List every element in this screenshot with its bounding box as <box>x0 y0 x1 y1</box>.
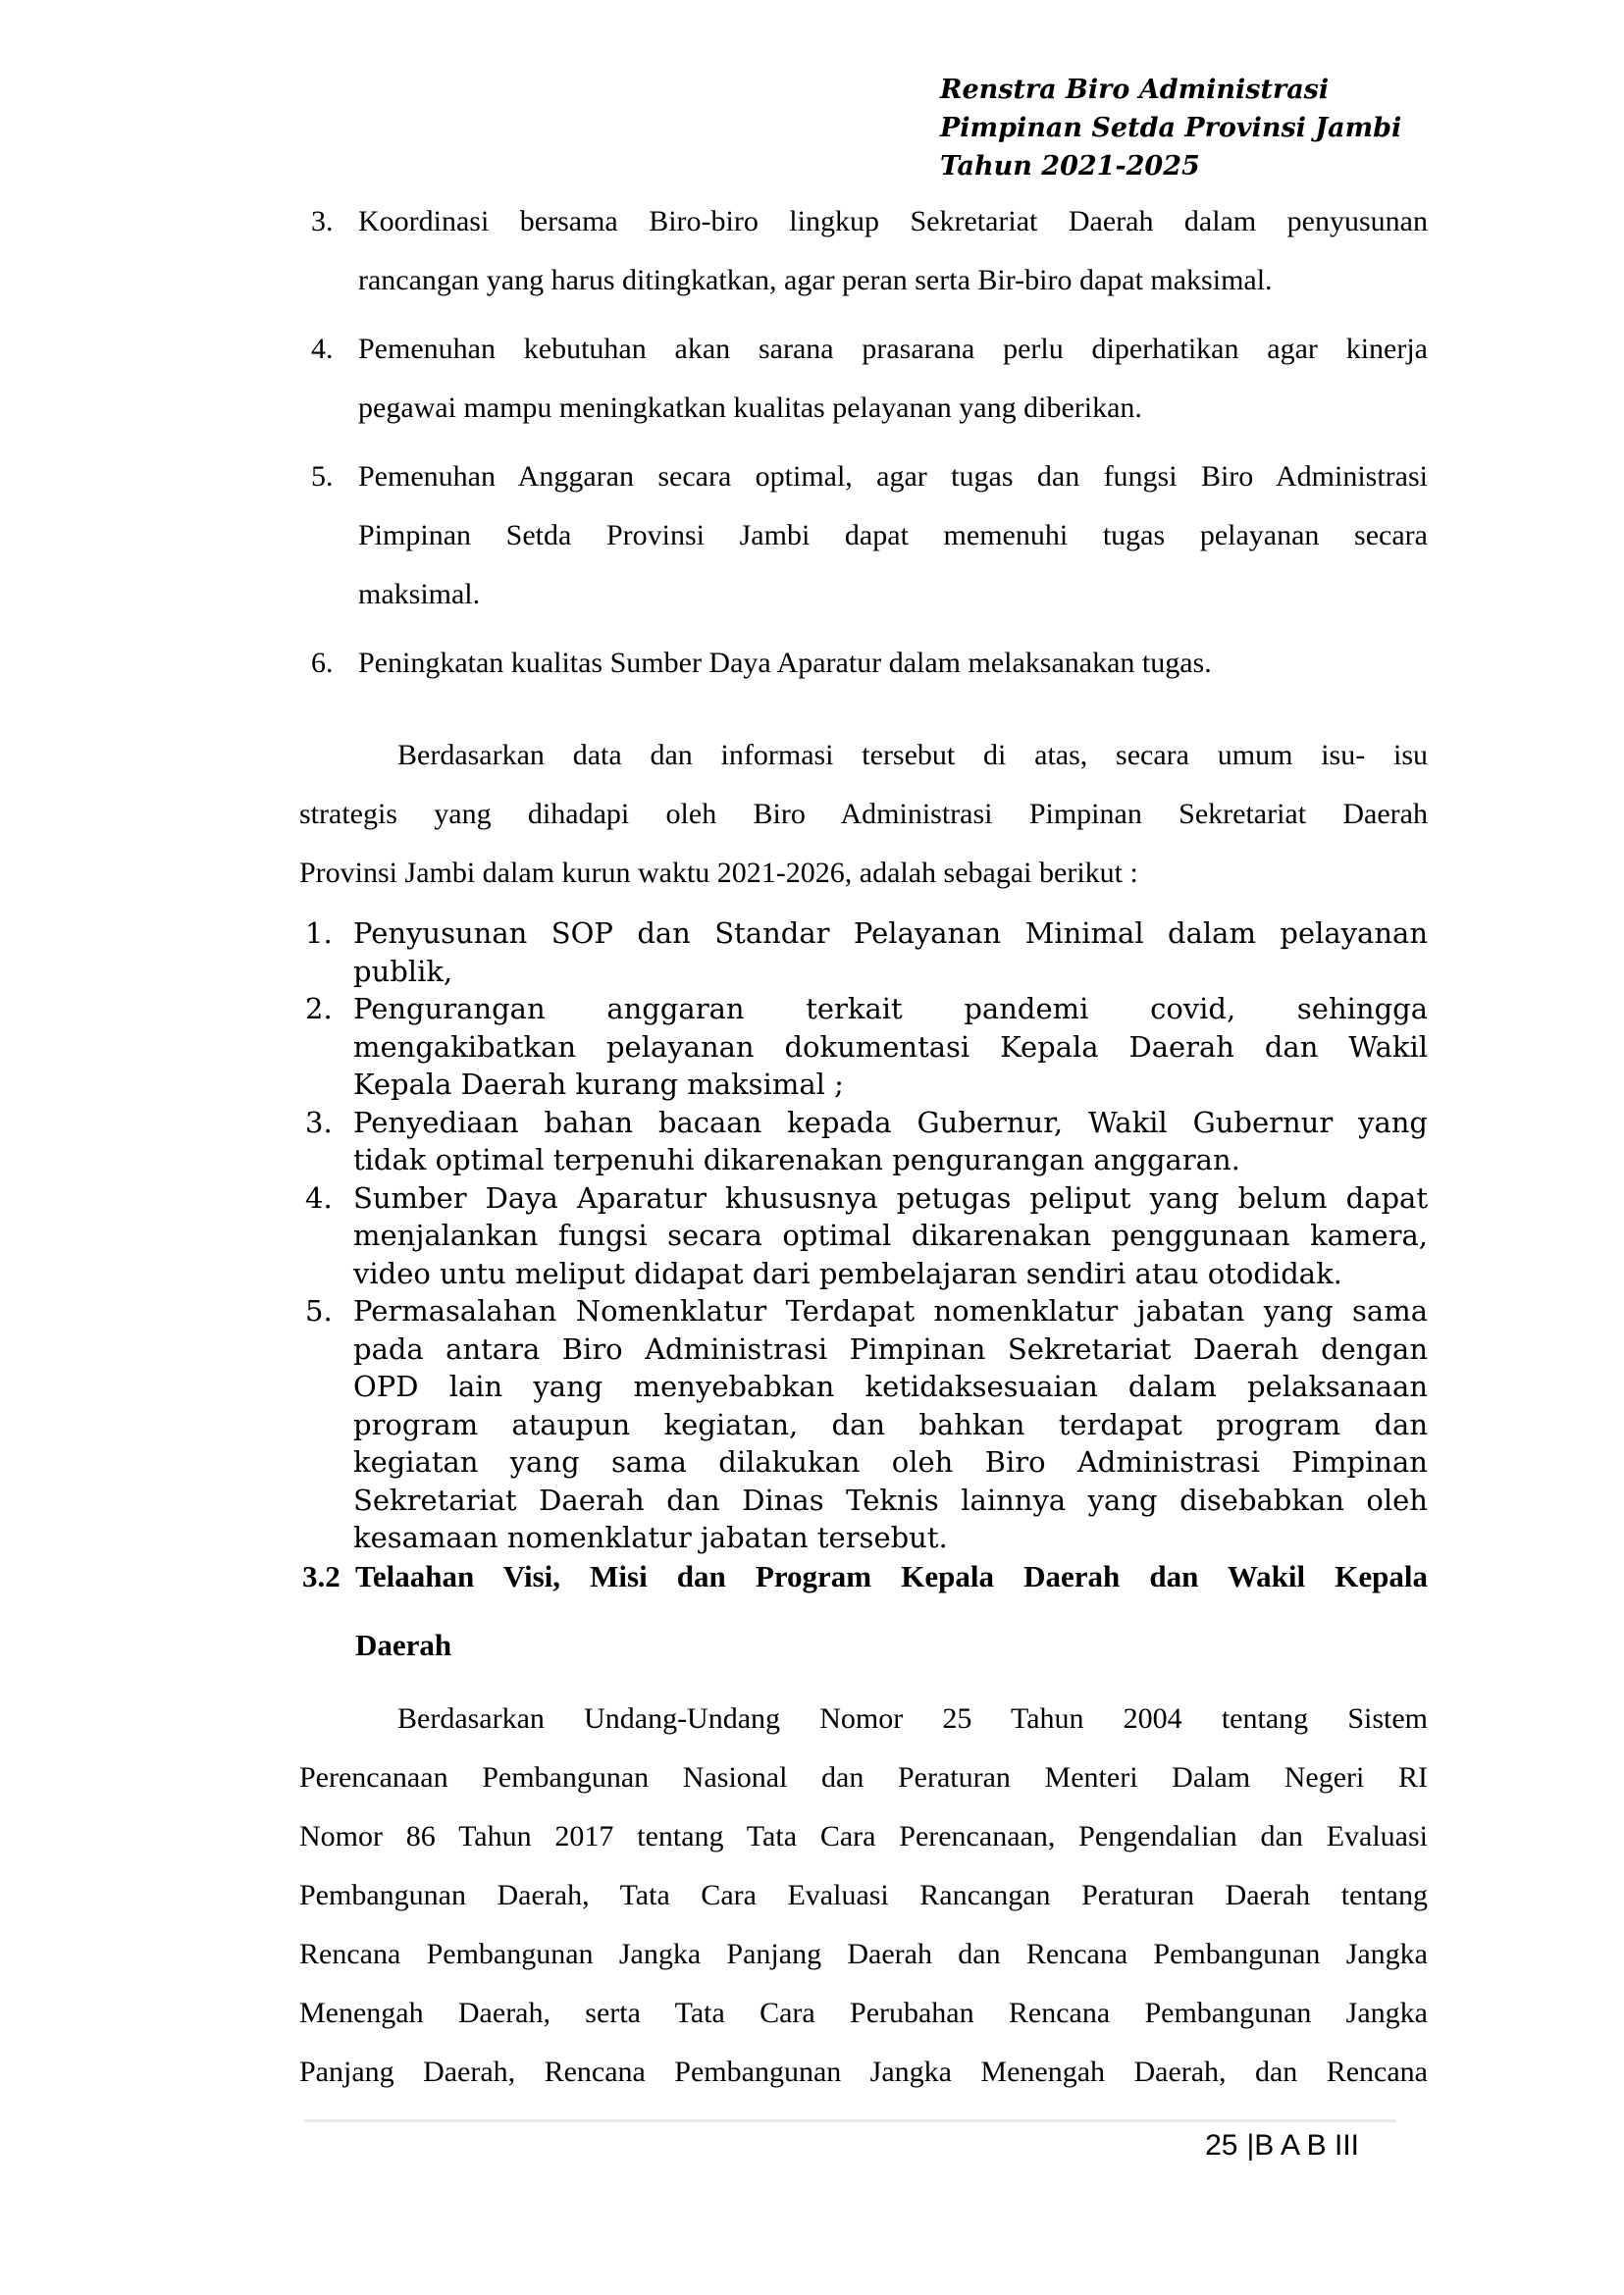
list-item-text <box>353 1179 1428 1293</box>
text-line: publik, <box>353 954 453 988</box>
text-line: Panjang Daerah, Rencana Pembangunan Jangka Menengah Daerah, dan Rencana <box>299 2056 1428 2088</box>
section-heading <box>299 1542 1428 1680</box>
list-item-number: 3. <box>311 205 334 237</box>
text-line: strategis yang dihadapi oleh Biro Administrasi Pimpinan Sekretariat Daerah <box>299 798 1428 830</box>
list-item <box>299 914 1428 990</box>
text-line: Provinsi Jambi dalam kurun waktu 2021-2026, adalah sebagai berikut : <box>299 857 1138 889</box>
list-item-number: 5. <box>311 460 334 493</box>
recommendations-list <box>299 192 1428 703</box>
text-line: menjalankan fungsi secara optimal dikarenakan penggunaan kamera, <box>353 1219 1428 1252</box>
text-line: Perencanaan Pembangunan Nasional dan Peraturan Menteri Dalam Negeri RI <box>299 1761 1428 1794</box>
list-item-text <box>358 192 1428 310</box>
text-line: pada antara Biro Administrasi Pimpinan Sekretariat Daerah dengan <box>353 1331 1428 1366</box>
list-item-number: 3. <box>305 1105 333 1139</box>
list-item-text <box>358 447 1428 624</box>
list-item <box>299 1179 1428 1293</box>
text-line: Sumber Daya Aparatur khususnya petugas peliput yang belum dapat <box>353 1180 1428 1215</box>
text-line: Daerah <box>355 1628 452 1662</box>
list-item-text <box>353 1104 1428 1179</box>
text-line: Nomor 86 Tahun 2017 tentang Tata Cara Perencanaan, Pengendalian dan Evaluasi <box>299 1820 1428 1852</box>
list-item-text <box>358 320 1428 438</box>
list-item-number: 2. <box>305 992 333 1025</box>
body-paragraph <box>299 1690 1428 2102</box>
text-line: Berdasarkan Undang-Undang Nomor 25 Tahun 2004 tentang Sistem <box>397 1702 1428 1735</box>
text-line: Penyediaan bahan bacaan kepada Gubernur, Wakil Gubernur yang <box>353 1105 1428 1139</box>
text-line: Telaahan Visi, Misi dan Program Kepala Daerah dan Wakil Kepala <box>355 1559 1428 1593</box>
text-line: Menengah Daerah, serta Tata Cara Perubahan Rencana Pembangunan Jangka <box>299 1997 1428 2029</box>
list-item <box>299 634 1428 693</box>
list-item-text <box>353 914 1428 990</box>
text-line: Pengurangan anggaran terkait pandemi covid, sehingga <box>353 992 1428 1025</box>
list-item <box>299 990 1428 1104</box>
text-line: Penyusunan SOP dan Standar Pelayanan Minimal dalam pelayanan <box>353 916 1428 950</box>
page-number: 25 <box>1205 2129 1238 2162</box>
list-item-number: 1. <box>305 916 333 950</box>
strategic-issues-list <box>299 914 1428 1557</box>
text-line: pegawai mampu meningkatkan kualitas pelayanan yang diberikan. <box>358 391 1142 424</box>
text-line: Permasalahan Nomenklatur Terdapat nomenklatur jabatan yang sama <box>353 1294 1428 1328</box>
text-line: OPD lain yang menyebabkan ketidaksesuaian dalam pelaksanaan <box>353 1370 1428 1403</box>
text-line: Sekretariat Daerah dan Dinas Teknis lainnya yang disebabkan oleh <box>353 1483 1428 1517</box>
footer-divider <box>304 2119 1396 2122</box>
header-line: Pimpinan Setda Provinsi Jambi <box>940 113 1402 143</box>
list-item <box>299 1292 1428 1557</box>
document-header <box>940 71 1401 185</box>
text-line: Pemenuhan Anggaran secara optimal, agar tugas dan fungsi Biro Administrasi <box>358 460 1428 493</box>
list-item-number: 5. <box>305 1294 333 1328</box>
text-line: Koordinasi bersama Biro-biro lingkup Sekretariat Daerah dalam penyusunan <box>358 205 1428 237</box>
text-line: video untu meliput didapat dari pembelajaran sendiri atau otodidak. <box>353 1256 1342 1290</box>
page-footer <box>299 2125 1428 2166</box>
text-line: kegiatan yang sama dilakukan oleh Biro Administrasi Pimpinan <box>353 1445 1428 1479</box>
text-line: Pimpinan Setda Provinsi Jambi dapat memenuhi tugas pelayanan secara <box>358 519 1428 551</box>
list-item-text <box>353 990 1428 1104</box>
text-line: Rencana Pembangunan Jangka Panjang Daerah dan Rencana Pembangunan Jangka <box>299 1938 1428 1970</box>
list-item <box>299 1104 1428 1179</box>
text-line: tidak optimal terpenuhi dikarenakan pengurangan anggaran. <box>353 1143 1240 1176</box>
list-item-number: 4. <box>305 1180 333 1215</box>
text-line: Kepala Daerah kurang maksimal ; <box>353 1068 844 1101</box>
text-line: Berdasarkan data dan informasi tersebut di atas, secara umum isu- isu <box>397 739 1428 771</box>
text-line: maksimal. <box>358 578 481 610</box>
list-item-number: 6. <box>311 647 334 679</box>
text-line: program ataupun kegiatan, dan bahkan terdapat program dan <box>353 1407 1428 1441</box>
text-line: Pemenuhan kebutuhan akan sarana prasarana perlu diperhatikan agar kinerja <box>358 333 1428 365</box>
list-item <box>299 447 1428 624</box>
list-item-text <box>353 1292 1428 1557</box>
header-line: Tahun 2021-2025 <box>940 151 1200 182</box>
text-line: rancangan yang harus ditingkatkan, agar peran serta Bir-biro dapat maksimal. <box>358 264 1273 296</box>
text-line: mengakibatkan pelayanan dokumentasi Kepala Daerah dan Wakil <box>353 1029 1428 1064</box>
list-item-number: 4. <box>311 333 334 365</box>
section-heading-number: 3.2 <box>302 1559 341 1593</box>
text-line: Pembangunan Daerah, Tata Cara Evaluasi Rancangan Peraturan Daerah tentang <box>299 1879 1428 1911</box>
header-line: Renstra Biro Administrasi <box>940 75 1330 105</box>
section-heading-text <box>355 1542 1428 1680</box>
text-line: kesamaan nomenklatur jabatan tersebut. <box>353 1521 948 1554</box>
list-item-text <box>358 634 1428 693</box>
section-label: |B A B III <box>1246 2129 1359 2162</box>
text-line: Peningkatan kualitas Sumber Daya Aparatur dalam melaksanakan tugas. <box>358 647 1212 679</box>
list-item <box>299 320 1428 438</box>
list-item <box>299 192 1428 310</box>
intro-paragraph <box>299 726 1428 903</box>
